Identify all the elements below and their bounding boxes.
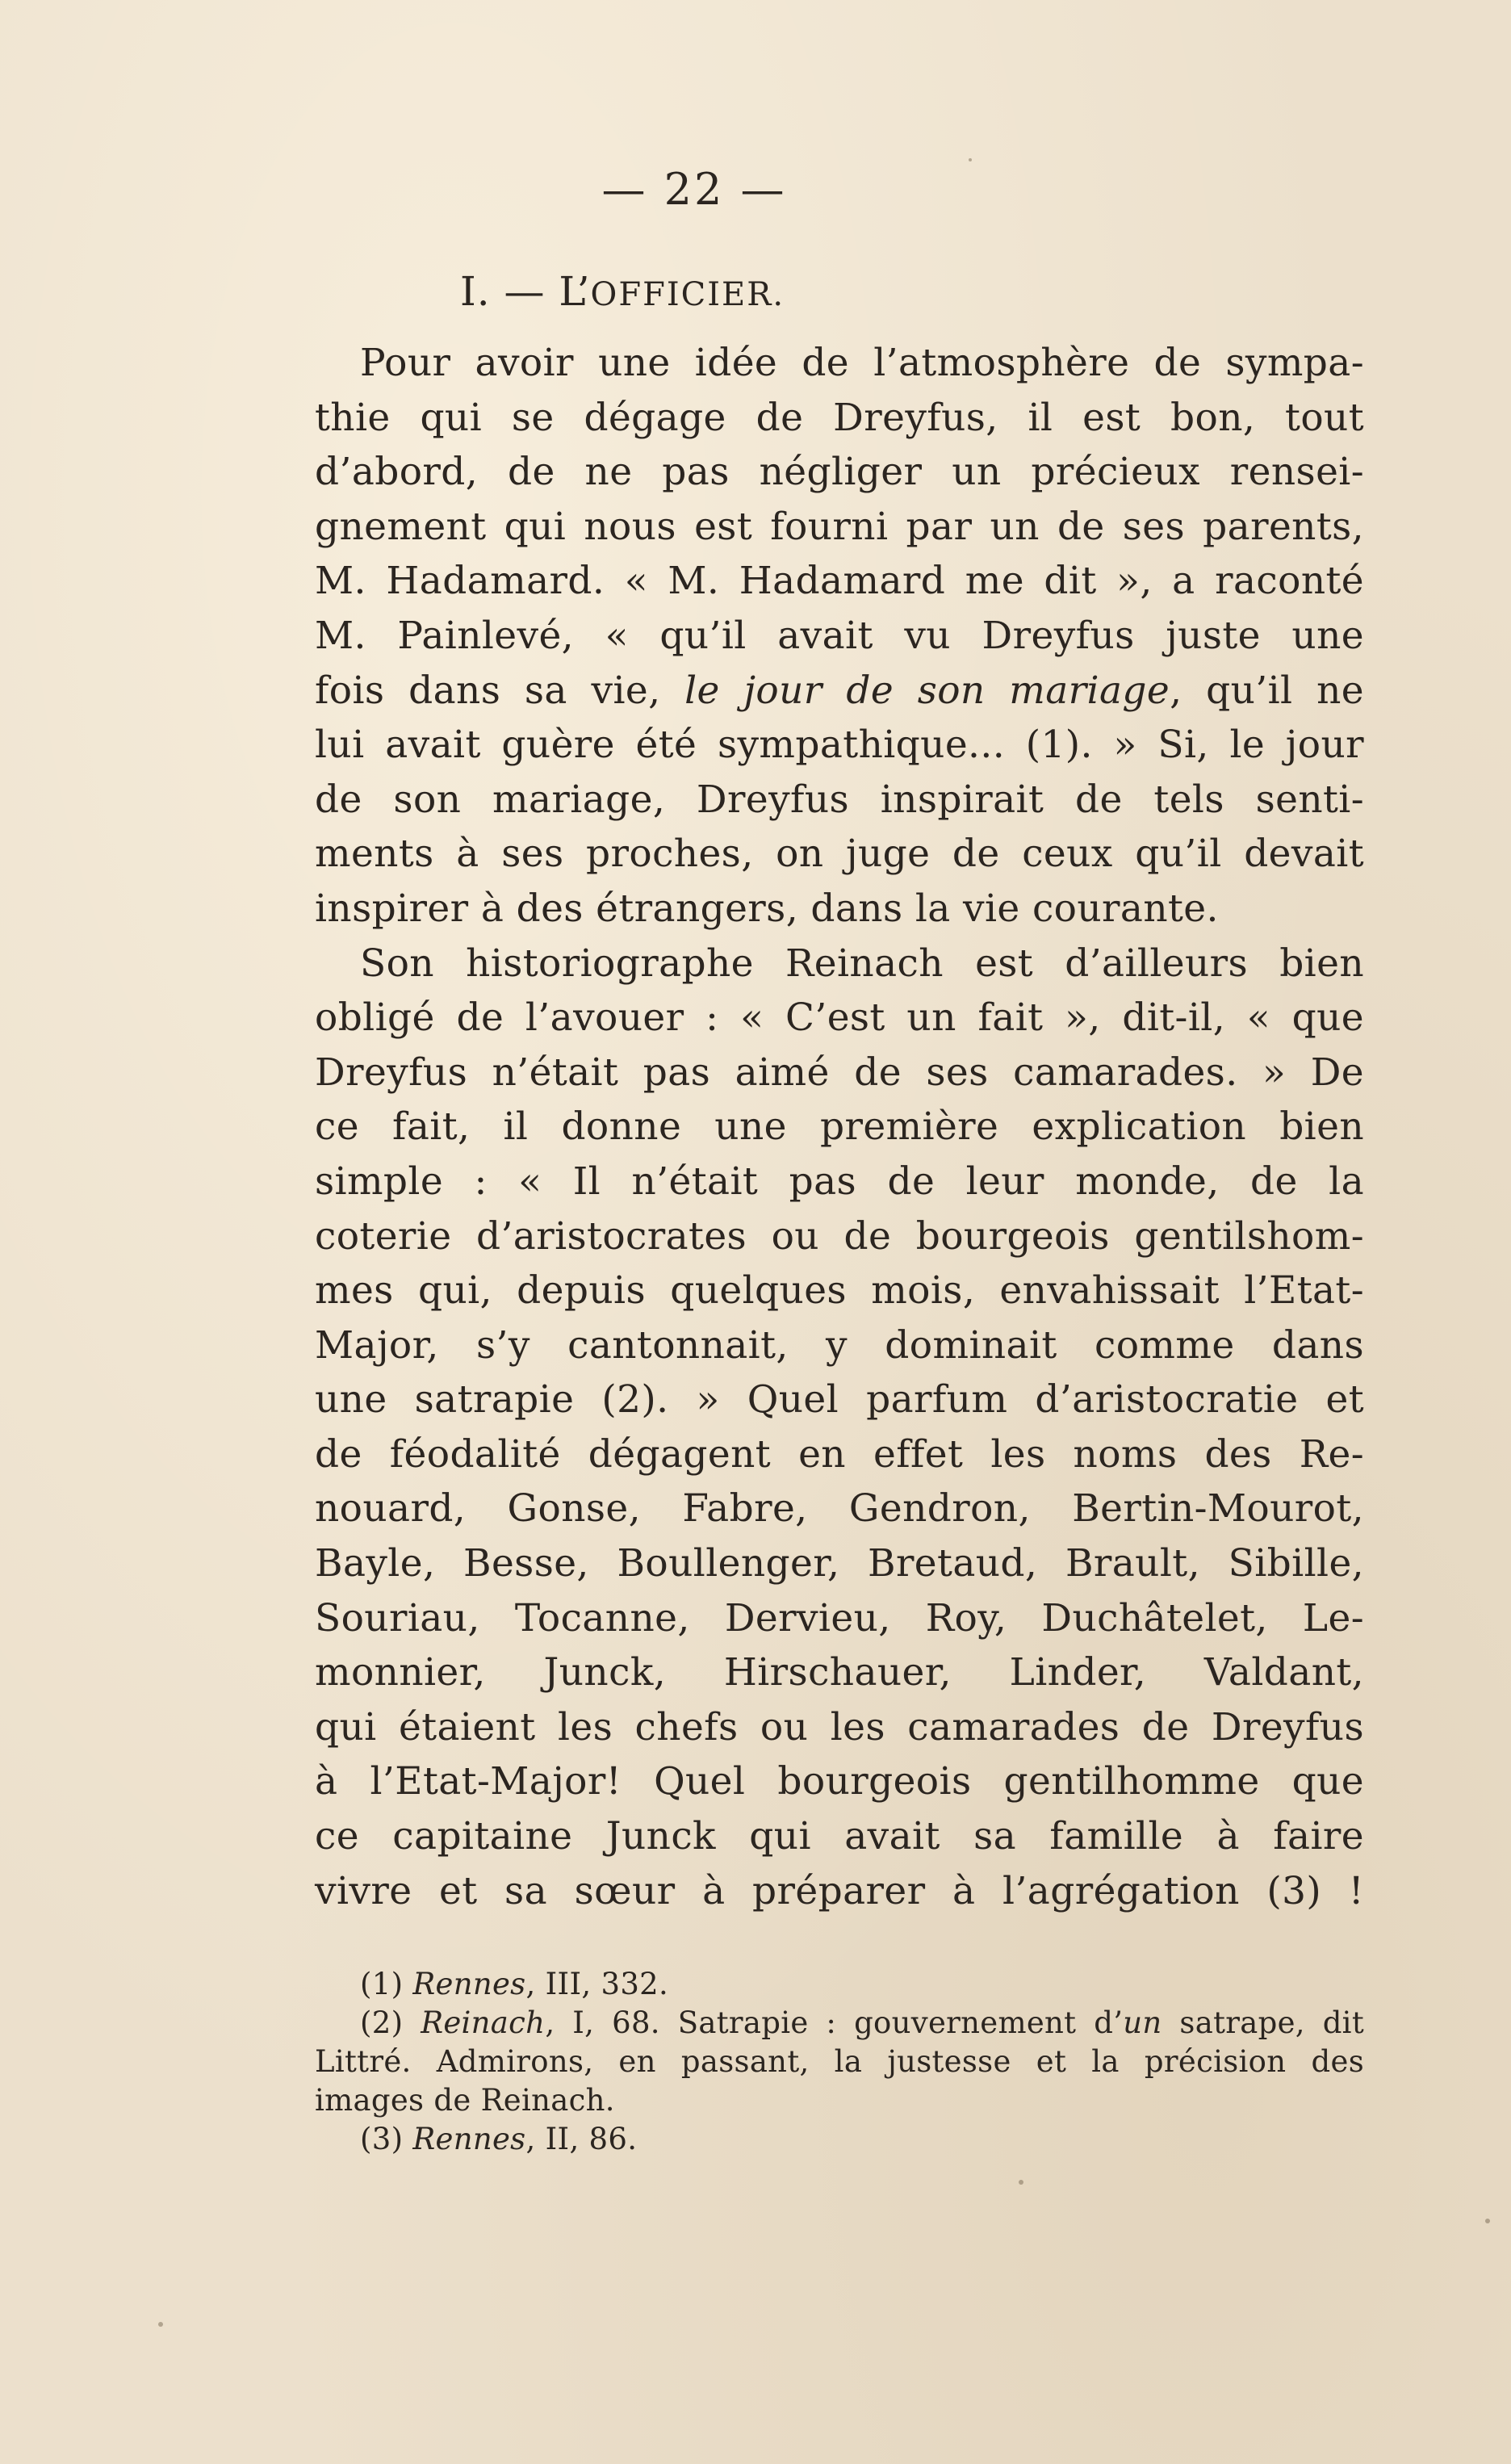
body-text [315, 336, 1364, 1918]
text-line: thie qui se dégage de Dreyfus, il est bon, tout [315, 395, 1364, 440]
paper-speck [1485, 2219, 1490, 2223]
text-line: coterie d’aristocrates ou de bourgeois gentilshom- [315, 1213, 1364, 1259]
footnote-reference: , II, 86. [525, 2122, 638, 2157]
text-line: Pour avoir une idée de l’atmosphère de sympa- [360, 341, 1364, 385]
text-line: M. Painlevé, « qu’il avait vu Dreyfus juste une [315, 613, 1364, 658]
text-line: gnement qui nous est fourni par un de ses parents, [315, 504, 1364, 549]
italic-phrase: le jour de son mariage [684, 668, 1170, 713]
text-line-with-italic [315, 664, 1364, 719]
paper-speck [158, 2322, 163, 2327]
text-line: Bayle, Besse, Boullenger, Bretaud, Brault, Sibille, [315, 1541, 1364, 1586]
text-line: Son historiographe Reinach est d’ailleurs bien [360, 941, 1364, 986]
text-line: qui étaient les chefs ou les camarades de Dreyfus [315, 1704, 1364, 1750]
footnote-marker: (1) [360, 1967, 413, 2002]
footnote-marker: (2) [360, 2005, 421, 2041]
text-line: ments à ses proches, on juge de ceux qu’il devait [315, 832, 1364, 877]
text-line: de son mariage, Dreyfus inspirait de tels senti- [315, 777, 1364, 822]
footnote-source: Rennes [412, 2122, 526, 2157]
footnote-3 [315, 2120, 1364, 2159]
text-segment: , qu’il ne [1170, 668, 1365, 713]
footnote-1 [315, 1965, 1364, 2004]
footnote-source: Reinach [421, 2005, 546, 2041]
footnote-italic-word: un [1123, 2005, 1162, 2041]
paper-speck [969, 158, 972, 161]
footnote-source: Rennes [412, 1967, 526, 2002]
footnote-2 [315, 2004, 1364, 2043]
text-line: vivre et sa sœur à préparer à l’agrégation (3) ! [315, 1868, 1364, 1913]
paper-speck [1019, 2180, 1023, 2185]
footnote-reference: , I, 68. Satrapie : gouvernement d’ [545, 2005, 1124, 2041]
text-line: inspirer à des étrangers, dans la vie courante. [315, 886, 1219, 931]
text-line: nouard, Gonse, Fabre, Gendron, Bertin-Mourot, [315, 1486, 1364, 1532]
text-line: à l’Etat-Major! Quel bourgeois gentilhomme que [315, 1759, 1364, 1804]
footnote-2-continuation: Littré. Admirons, en passant, la justesse et la précision des [315, 2044, 1364, 2080]
text-line: ce fait, il donne une première explication bien [315, 1104, 1364, 1150]
footnote-2-continuation: images de Reinach. [315, 2083, 615, 2118]
footnote-reference: satrape, dit [1162, 2005, 1364, 2041]
section-title [460, 263, 1364, 320]
text-line: ce capitaine Junck qui avait sa famille à faire [315, 1814, 1364, 1859]
footnote-reference: , III, 332. [525, 1967, 669, 2002]
footnote-marker: (3) [360, 2122, 413, 2157]
footnotes [315, 1965, 1364, 2159]
text-line: Souriau, Tocanne, Dervieu, Roy, Duchâtelet, Le- [315, 1595, 1364, 1641]
text-line: de féodalité dégagent en effet les noms des Re- [315, 1431, 1364, 1477]
text-line: une satrapie (2). » Quel parfum d’aristocratie et [315, 1377, 1364, 1423]
text-line: monnier, Junck, Hirschauer, Linder, Valdant, [315, 1650, 1364, 1695]
text-line: obligé de l’avouer : « C’est un fait », dit-il, « que [315, 995, 1364, 1041]
page-content [315, 161, 1364, 2159]
text-line: M. Hadamard. « M. Hadamard me dit », a raconté [315, 559, 1364, 604]
text-line: mes qui, depuis quelques mois, envahissait l’Etat- [315, 1268, 1364, 1314]
text-line: simple : « Il n’était pas de leur monde, de la [315, 1159, 1364, 1204]
text-segment: fois dans sa vie, [315, 668, 685, 713]
text-line: d’abord, de ne pas négliger un précieux rensei- [315, 450, 1364, 495]
text-line: Dreyfus n’était pas aimé de ses camarades. » De [315, 1050, 1364, 1095]
page-number: — 22 — [601, 164, 787, 215]
text-line: Major, s’y cantonnait, y dominait comme dans [315, 1322, 1364, 1368]
section-title-numeral: I. — L’ [460, 268, 591, 315]
section-title-word: OFFICIER. [590, 276, 785, 313]
text-line: lui avait guère été sympathique... (1). » Si, le jour [315, 723, 1364, 768]
